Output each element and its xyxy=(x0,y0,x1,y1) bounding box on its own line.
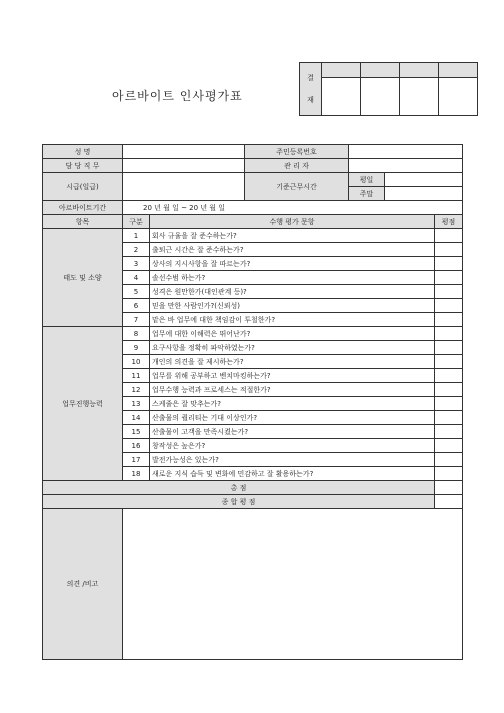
question-number: 11 xyxy=(123,369,150,383)
score-field[interactable] xyxy=(435,383,463,397)
wage-label: 시급(일급) xyxy=(43,173,123,201)
score-field[interactable] xyxy=(435,411,463,425)
question-number: 12 xyxy=(123,383,150,397)
approval-title-cell[interactable] xyxy=(439,63,478,78)
question-number: 1 xyxy=(123,229,150,243)
resident-no-label: 주민등록번호 xyxy=(245,145,349,159)
evaluation-row xyxy=(43,327,463,341)
evaluation-row xyxy=(43,229,463,243)
weekday-field[interactable] xyxy=(385,173,463,187)
score-field[interactable] xyxy=(435,229,463,243)
question-text: 요구사항을 정확히 파악하였는가? xyxy=(150,341,435,355)
question-number: 2 xyxy=(123,243,150,257)
question-text: 솔선수범 하는가? xyxy=(150,271,435,285)
approval-title-cell[interactable] xyxy=(322,63,361,78)
approval-box xyxy=(299,62,478,116)
question-number: 18 xyxy=(123,467,150,481)
score-field[interactable] xyxy=(435,299,463,313)
question-text: 회사 규율을 잘 준수하는가? xyxy=(150,229,435,243)
position-label: 담 당 직 무 xyxy=(43,159,123,173)
question-text: 창작성은 높은가? xyxy=(150,439,435,453)
score-field[interactable] xyxy=(435,257,463,271)
question-text: 출퇴근 시간은 잘 준수하는가? xyxy=(150,243,435,257)
question-number: 6 xyxy=(123,299,150,313)
approval-sign-cell[interactable] xyxy=(322,78,361,116)
question-number: 4 xyxy=(123,271,150,285)
question-number: 14 xyxy=(123,411,150,425)
question-number: 15 xyxy=(123,425,150,439)
question-text: 업무를 위해 공부하고 벤치마킹하는가? xyxy=(150,369,435,383)
score-field[interactable] xyxy=(435,341,463,355)
approval-sign-cell[interactable] xyxy=(400,78,439,116)
question-number: 5 xyxy=(123,285,150,299)
total-field[interactable] xyxy=(435,481,463,495)
question-number: 13 xyxy=(123,397,150,411)
score-field[interactable] xyxy=(435,355,463,369)
question-text: 맡은 바 업무에 대한 책임감이 투철한가? xyxy=(150,313,435,327)
evaluation-table xyxy=(42,144,463,660)
resident-no-field[interactable] xyxy=(349,145,463,159)
question-number: 7 xyxy=(123,313,150,327)
question-number: 17 xyxy=(123,453,150,467)
question-text: 새로운 지식 습득 및 변화에 민감하고 잘 활용하는가? xyxy=(150,467,435,481)
question-text: 개인의 의견을 잘 제시하는가? xyxy=(150,355,435,369)
standard-hours-label: 기준근무시간 xyxy=(245,173,349,201)
approval-sign-cell[interactable] xyxy=(439,78,478,116)
question-number: 9 xyxy=(123,341,150,355)
manager-label: 관 리 자 xyxy=(245,159,349,173)
question-text: 성격은 원만한가(대인관계 등)? xyxy=(150,285,435,299)
weekend-field[interactable] xyxy=(385,187,463,201)
question-text: 산출물의 퀄리티는 기대 이상인가? xyxy=(150,411,435,425)
document-title: 아르바이트 인사평가표 xyxy=(112,89,243,103)
question-number: 10 xyxy=(123,355,150,369)
category-column-header: 구분 xyxy=(123,215,150,229)
period-field[interactable]: 20 년 월 일 ~ 20 년 월 일 xyxy=(123,201,463,215)
question-text: 발전가능성은 있는가? xyxy=(150,453,435,467)
score-field[interactable] xyxy=(435,453,463,467)
wage-field[interactable] xyxy=(123,173,245,201)
evaluation-column-header: 수행 평가 문항 xyxy=(150,215,435,229)
score-field[interactable] xyxy=(435,271,463,285)
question-text: 스케줄은 잘 맞추는가? xyxy=(150,397,435,411)
score-field[interactable] xyxy=(435,369,463,383)
score-field[interactable] xyxy=(435,285,463,299)
question-number: 8 xyxy=(123,327,150,341)
item-column-header: 항목 xyxy=(43,215,123,229)
weekend-label: 주말 xyxy=(349,187,385,201)
group-label: 태도 및 소양 xyxy=(43,229,123,327)
approval-label-top: 결 xyxy=(307,74,314,82)
question-text: 상사의 지시사항을 잘 따르는가? xyxy=(150,257,435,271)
approval-title-cell[interactable] xyxy=(400,63,439,78)
approval-sign-cell[interactable] xyxy=(361,78,400,116)
score-field[interactable] xyxy=(435,425,463,439)
score-column-header: 평점 xyxy=(435,215,463,229)
approval-title-cell[interactable] xyxy=(361,63,400,78)
question-number: 16 xyxy=(123,439,150,453)
approval-label xyxy=(300,63,322,116)
total-label: 총 점 xyxy=(43,481,435,495)
name-label: 성 명 xyxy=(43,145,123,159)
question-text: 업무수행 능력과 프로세스는 적절한가? xyxy=(150,383,435,397)
opinion-field[interactable] xyxy=(123,509,463,660)
score-field[interactable] xyxy=(435,439,463,453)
overall-field[interactable] xyxy=(435,495,463,509)
question-text: 업무에 대한 이해력은 뛰어난가? xyxy=(150,327,435,341)
score-field[interactable] xyxy=(435,313,463,327)
opinion-label: 의견 /비고 xyxy=(43,509,123,660)
question-number: 3 xyxy=(123,257,150,271)
score-field[interactable] xyxy=(435,327,463,341)
position-field[interactable] xyxy=(123,159,245,173)
name-field[interactable] xyxy=(123,145,245,159)
overall-label: 종 합 평 점 xyxy=(43,495,435,509)
weekday-label: 평일 xyxy=(349,173,385,187)
question-text: 믿을 만한 사람인가?(신뢰성) xyxy=(150,299,435,313)
score-field[interactable] xyxy=(435,397,463,411)
period-label: 아르바이트기간 xyxy=(43,201,123,215)
score-field[interactable] xyxy=(435,243,463,257)
manager-field[interactable] xyxy=(349,159,463,173)
group-label: 업무진행능력 xyxy=(43,327,123,481)
question-text: 산출물이 고객을 만족시켰는가? xyxy=(150,425,435,439)
score-field[interactable] xyxy=(435,467,463,481)
approval-label-bottom: 재 xyxy=(307,96,314,104)
